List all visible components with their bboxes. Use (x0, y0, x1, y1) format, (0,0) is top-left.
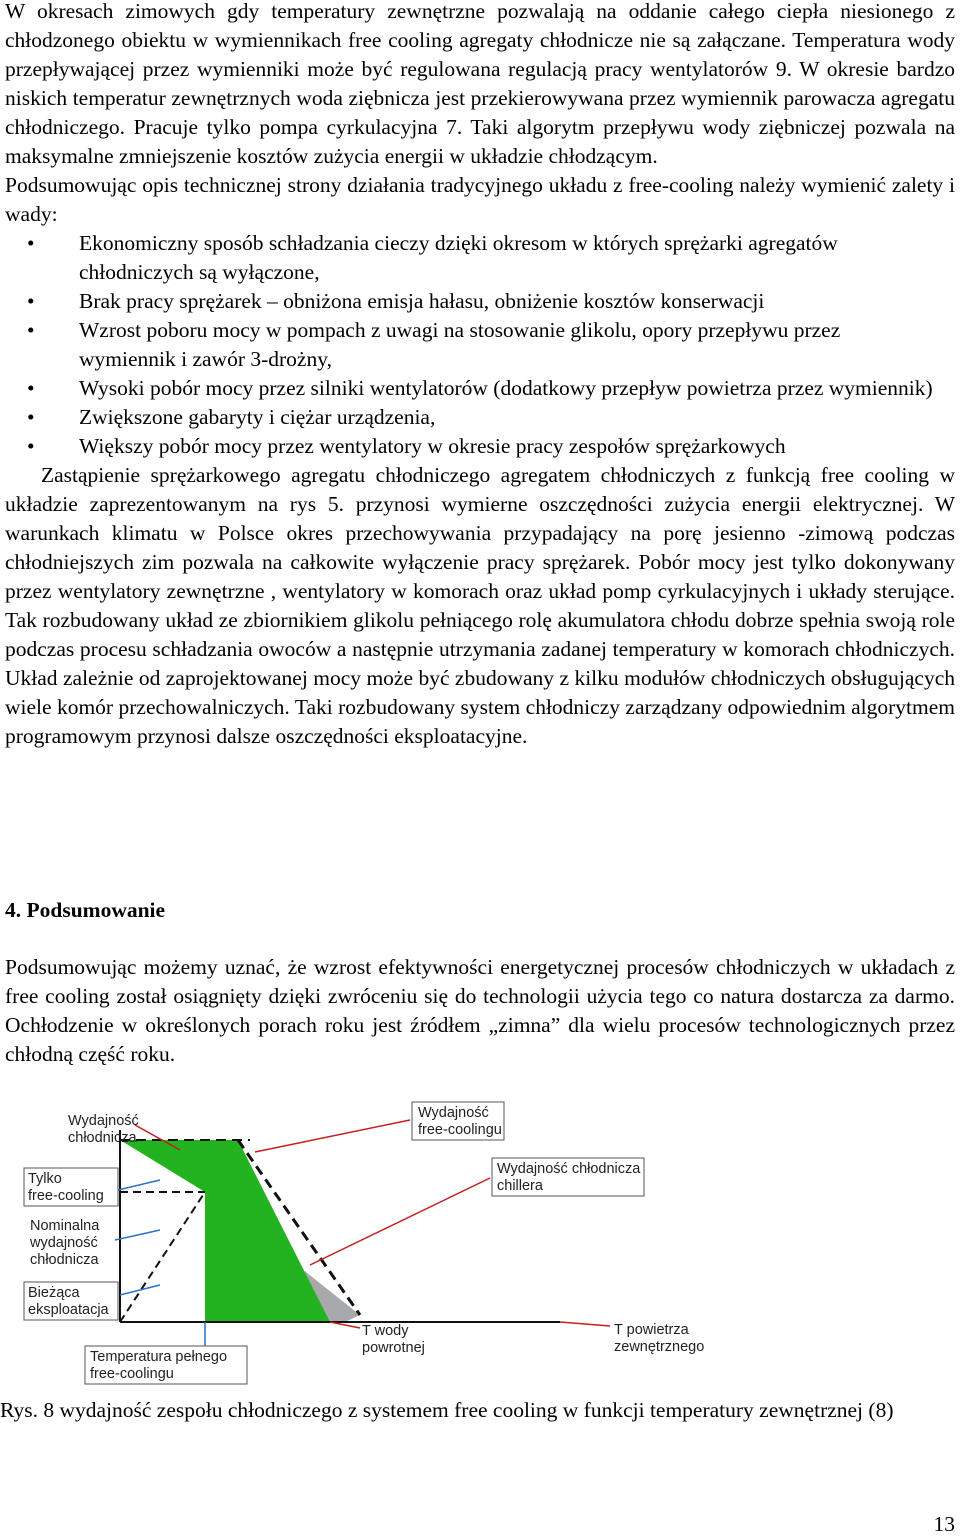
capacity-diagram (0, 1090, 960, 1390)
pointer-line-tylko (118, 1180, 160, 1190)
svg-text:wydajność: wydajność (30, 1235, 98, 1251)
free-cooling-capacity-area (120, 1140, 330, 1322)
svg-text:free-cooling: free-cooling (28, 1188, 104, 1204)
svg-text:Temperatura pełnego: Temperatura pełnego (90, 1349, 228, 1365)
list-item: • Wysoki pobór mocy przez silniki wentylatorów (dodatkowy przepływ powietrza przez wymiennik) (5, 374, 955, 403)
svg-text:Wydajność: Wydajność (418, 1105, 489, 1121)
diagram-svg (0, 1090, 960, 1390)
list-item: • Większy pobór mocy przez wentylatory w okresie pracy zespołów sprężarkowych (5, 432, 955, 461)
svg-text:T wody: T wody (362, 1323, 409, 1339)
label-t-powietrza (614, 1322, 704, 1355)
svg-text:free-coolingu: free-coolingu (418, 1122, 502, 1138)
svg-text:free-coolingu: free-coolingu (90, 1366, 174, 1382)
paragraph-summary-intro: Podsumowując opis technicznej strony działania tradycyjnego układu z free-cooling należy wymienić zalety i wady: (5, 173, 955, 226)
svg-text:chillera: chillera (497, 1178, 543, 1194)
pointer-line-t-powietrza (560, 1322, 610, 1326)
list-item: • Wzrost poboru mocy w pompach z uwagi na stosowanie glikolu, opory przepływu przez wymiennik i zawór 3-drożny, (27, 318, 841, 371)
svg-text:chłodnicza: chłodnicza (30, 1252, 99, 1268)
list-item: • Brak pracy sprężarek – obniżona emisja hałasu, obniżenie kosztów konserwacji (5, 287, 955, 316)
label-t-wody-powrotnej (362, 1323, 425, 1356)
bullet-symbol: • (27, 434, 35, 458)
paragraph-savings: Zastąpienie sprężarkowego agregatu chłodniczego agregatem chłodniczych z funkcją free cooling w układzie zaprezentowanym na rys 5. przynosi wymierne oszczędności zużycia energii elektrycznej. W warunkach klimatu w Polsce okres przechowywania przypadający na porę jesienno -zimową podczas chłodniejszych zim pozwala na całkowite wyłączenie pracy sprężarek. Pobór mocy jest tylko dokonywany przez wentylatory zewnętrzne , wentylatory w komorach oraz układ pomp cyrkulacyjnych i układy sterujące. Tak rozbudowany układ ze zbiornikiem glikolu pełniącego rolę akumulatora chłodu dobrze spełnia swoją role podczas procesu schładzania owoców a następnie utrzymania zadanej temperatury w komorach chłodniczych. Układ zależnie od zaprojektowanej mocy może być zbudowany z kilku modułów chłodniczych obsługujących wiele komór przechowalniczych. Taki rozbudowany system chłodniczy zarządzany odpowiednim algorytmem programowym przynosi dalsze oszczędności eksploatacyjne. (5, 463, 955, 748)
section-heading: 4. Podsumowanie (5, 898, 166, 922)
pointer-line-free-coolingu (255, 1120, 410, 1152)
svg-text:chłodnicza: chłodnicza (68, 1130, 137, 1146)
body-text-upper (5, 0, 955, 751)
pointer-line-biezaca (120, 1285, 160, 1295)
svg-text:Bieżąca: Bieżąca (28, 1285, 80, 1301)
svg-text:Tylko: Tylko (28, 1171, 62, 1187)
pointer-line-chillera (310, 1178, 490, 1265)
pros-cons-list (5, 229, 955, 461)
paragraph-free-cooling-winter: W okresach zimowych gdy temperatury zewnętrzne pozwalają na oddanie całego ciepła niesionego z chłodzonego obiektu w wymiennikach free cooling agregaty chłodnicze nie są załączane. Temperatura wody przepływającej przez wymienniki może być regulowana regulacją pracy wentylatorów 9. W okresie bardzo niskich temperatur zewnętrznych woda ziębnicza jest przekierowywana przez wymiennik parowacza agregatu chłodniczego. Pracuje tylko pompa cyrkulacyjna 7. Taki algorytm przepływu wody ziębniczej pozwala na maksymalne zmniejszenie kosztów zużycia energii w układzie chłodzącym. (5, 0, 955, 168)
bullet-symbol: • (27, 405, 35, 429)
bullet-symbol: • (27, 376, 35, 400)
pointer-line-nominalna (115, 1230, 160, 1240)
svg-text:Wydajność chłodnicza: Wydajność chłodnicza (497, 1161, 641, 1177)
label-box-temperatura (85, 1346, 247, 1384)
svg-text:zewnętrznego: zewnętrznego (614, 1339, 705, 1355)
paragraph-conclusion: Podsumowując możemy uznać, że wzrost efektywności energetycznej procesów chłodniczych w układach z free cooling został osiągnięty dzięki zwróceniu się do technologii użycia tego co natura dostarcza za darmo. Ochłodzenie w określonych porach roku jest źródłem „zimna” dla wielu procesów technologicznych przez chłodną część roku. (5, 955, 955, 1066)
label-box-free-coolingu (412, 1102, 504, 1140)
bullet-symbol: • (27, 289, 35, 313)
page-number: 13 (933, 1512, 955, 1536)
label-box-chillera (492, 1158, 644, 1196)
label-box-biezaca (24, 1282, 118, 1320)
list-item: • Ekonomiczny sposób schładzania cieczy dzięki okresom w których sprężarki agregatów chłodniczych są wyłączone, (27, 231, 838, 284)
label-wydajnosc-chlodnicza (68, 1113, 139, 1146)
svg-text:Wydajność: Wydajność (68, 1113, 139, 1129)
label-box-tylko (24, 1168, 118, 1206)
svg-text:powrotnej: powrotnej (362, 1340, 425, 1356)
svg-text:T powietrza: T powietrza (614, 1322, 689, 1338)
summary-section (5, 953, 955, 1069)
list-item: • Zwiększone gabaryty i ciężar urządzenia, (5, 403, 955, 432)
bullet-symbol: • (27, 318, 35, 342)
bullet-symbol: • (27, 231, 35, 255)
svg-text:eksploatacja: eksploatacja (28, 1302, 109, 1318)
label-nominalna-wydajnosc (29, 1218, 100, 1268)
svg-text:Nominalna: Nominalna (30, 1218, 100, 1234)
figure-caption: Rys. 8 wydajność zespołu chłodniczego z systemem free cooling w funkcji temperatury zewnętrznej (8) (0, 1398, 894, 1422)
full-free-cooling-dashed-line (120, 1192, 205, 1322)
